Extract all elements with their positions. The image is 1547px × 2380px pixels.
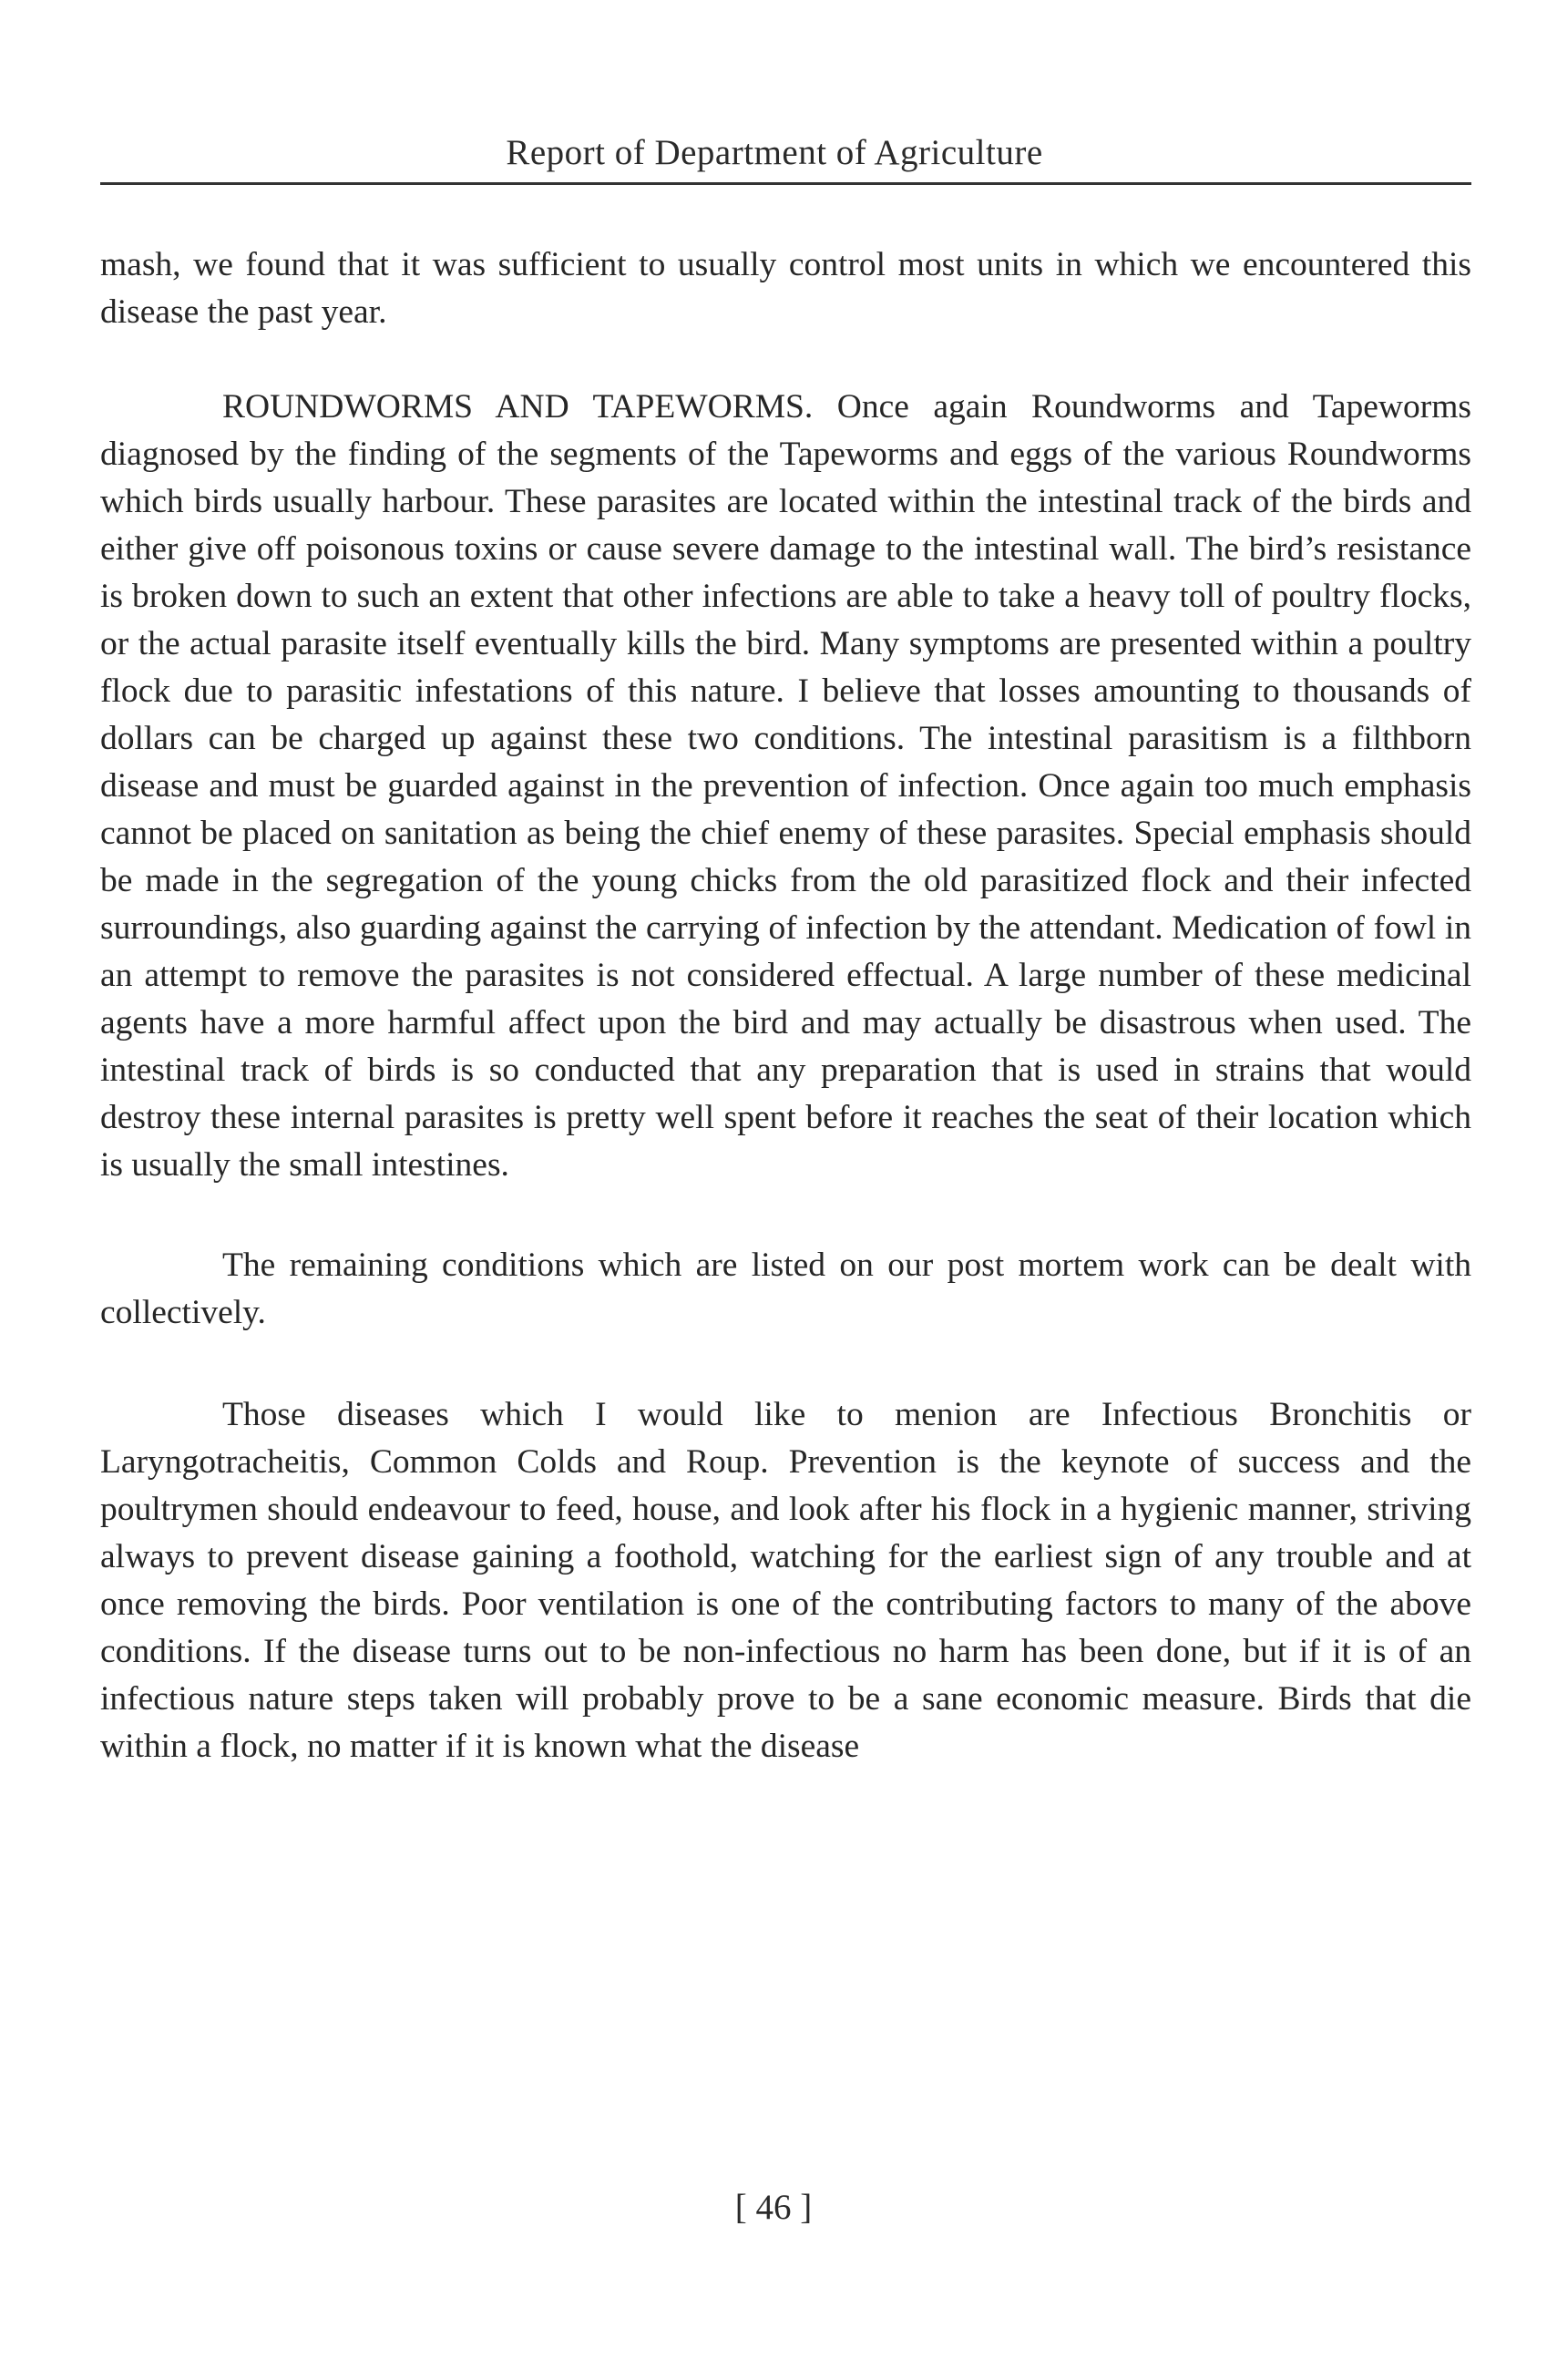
page-number: [ 46 ] xyxy=(734,2188,813,2227)
paragraph-continuation: mash, we found that it was sufficient to usually control most units in which we encountered this disease the past year. xyxy=(100,246,1471,331)
paragraph-remaining-conditions: The remaining conditions which are listed on our post mortem work can be dealt with collectively. xyxy=(100,1246,1471,1331)
body-text xyxy=(100,241,1471,1770)
running-header: Report of Department of Agriculture xyxy=(506,133,1043,172)
paragraph-other-diseases: Those diseases which I would like to menion are Infectious Bronchitis or Laryngotracheitis, Common Colds and Roup. Prevention is the keynote of success and the poultrymen should endeavour to feed, house, and look after his flock in a hygienic manner, striving always to prevent disease gaining a foothold, watching for the earliest sign of any trouble and at once removing the birds. Poor ventilation is one of the contributing factors to many of the above conditions. If the disease turns out to be non-infectious no harm has been done, but if it is of an infectious nature steps taken will probably prove to be a sane economic measure. Birds that die within a flock, no matter if it is known what the disease xyxy=(100,1396,1471,1765)
paragraph-roundworms-tapeworms: ROUNDWORMS AND TAPEWORMS. Once again Roundworms and Tapeworms diagnosed by the finding of the segments of the Tapeworms and eggs of the various Roundworms which birds usually harbour. These parasites are located within the intestinal track of the birds and either give off poisonous toxins or cause severe damage to the intestinal wall. The bird’s resistance is broken down to such an extent that other infections are able to take a heavy toll of poultry flocks, or the actual parasite itself eventually kills the bird. Many symptoms are presented within a poultry flock due to parasitic infestations of this nature. I believe that losses amounting to thousands of dollars can be charged up against these two conditions. The intestinal parasitism is a filthborn disease and must be guarded against in the prevention of infection. Once again too much emphasis cannot be placed on sanitation as being the chief enemy of these parasites. Special emphasis should be made in the segregation of the young chicks from the old parasitized flock and their infected surroundings, also guarding against the carrying of infection by the attendant. Medication of fowl in an attempt to remove the parasites is not considered effectual. A large number of these medicinal agents have a more harmful affect upon the bird and may actually be disastrous when used. The intestinal track of birds is so conducted that any preparation that is used in strains that would destroy these internal parasites is pretty well spent before it reaches the seat of their location which is usually the small intestines. xyxy=(100,388,1471,1184)
header-rule xyxy=(100,182,1471,185)
